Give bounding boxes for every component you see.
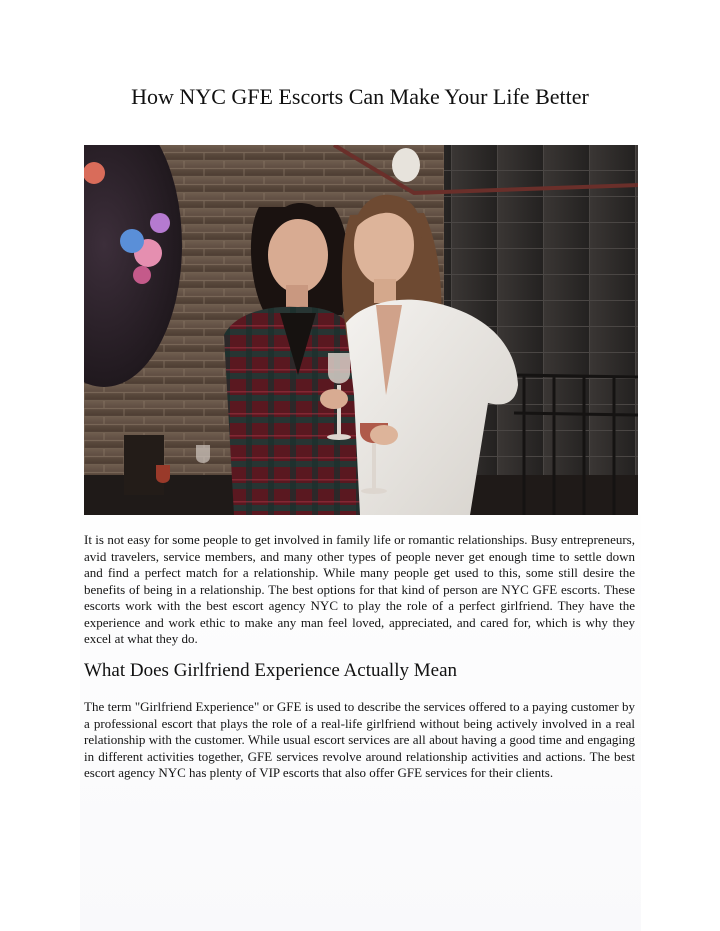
article-photo [84, 145, 638, 515]
section-paragraph: The term "Girlfriend Experience" or GFE is used to describe the services offered to a paying customer by a professional escort that plays the role of a real-life girlfriend without being actively involved in a real relationship with the customer. While usual escort services are all about having a good time and engaging in different activities together, GFE services revolve around relationship activities and actions. The best escort agency NYC has plenty of VIP escorts that also offer GFE services for their clients. [84, 699, 635, 780]
page-title: How NYC GFE Escorts Can Make Your Life Better [131, 84, 589, 109]
section-heading: What Does Girlfriend Experience Actually Mean [84, 660, 457, 681]
intro-paragraph: It is not easy for some people to get involved in family life or romantic relationships. Busy entrepreneurs, avid travelers, service members, and many other types of people never get enough time to settle down and find a perfect match for a relationship. While many people get used to this, some still desire the benefits of being in a relationship. The best options for that kind of person are NYC GFE escorts. These escorts work with the best escort agency NYC to play the role of a perfect girlfriend. They have the experience and work ethic to make any man feel loved, appreciated, and cared for, which is why they excel at what they do. [84, 532, 635, 646]
